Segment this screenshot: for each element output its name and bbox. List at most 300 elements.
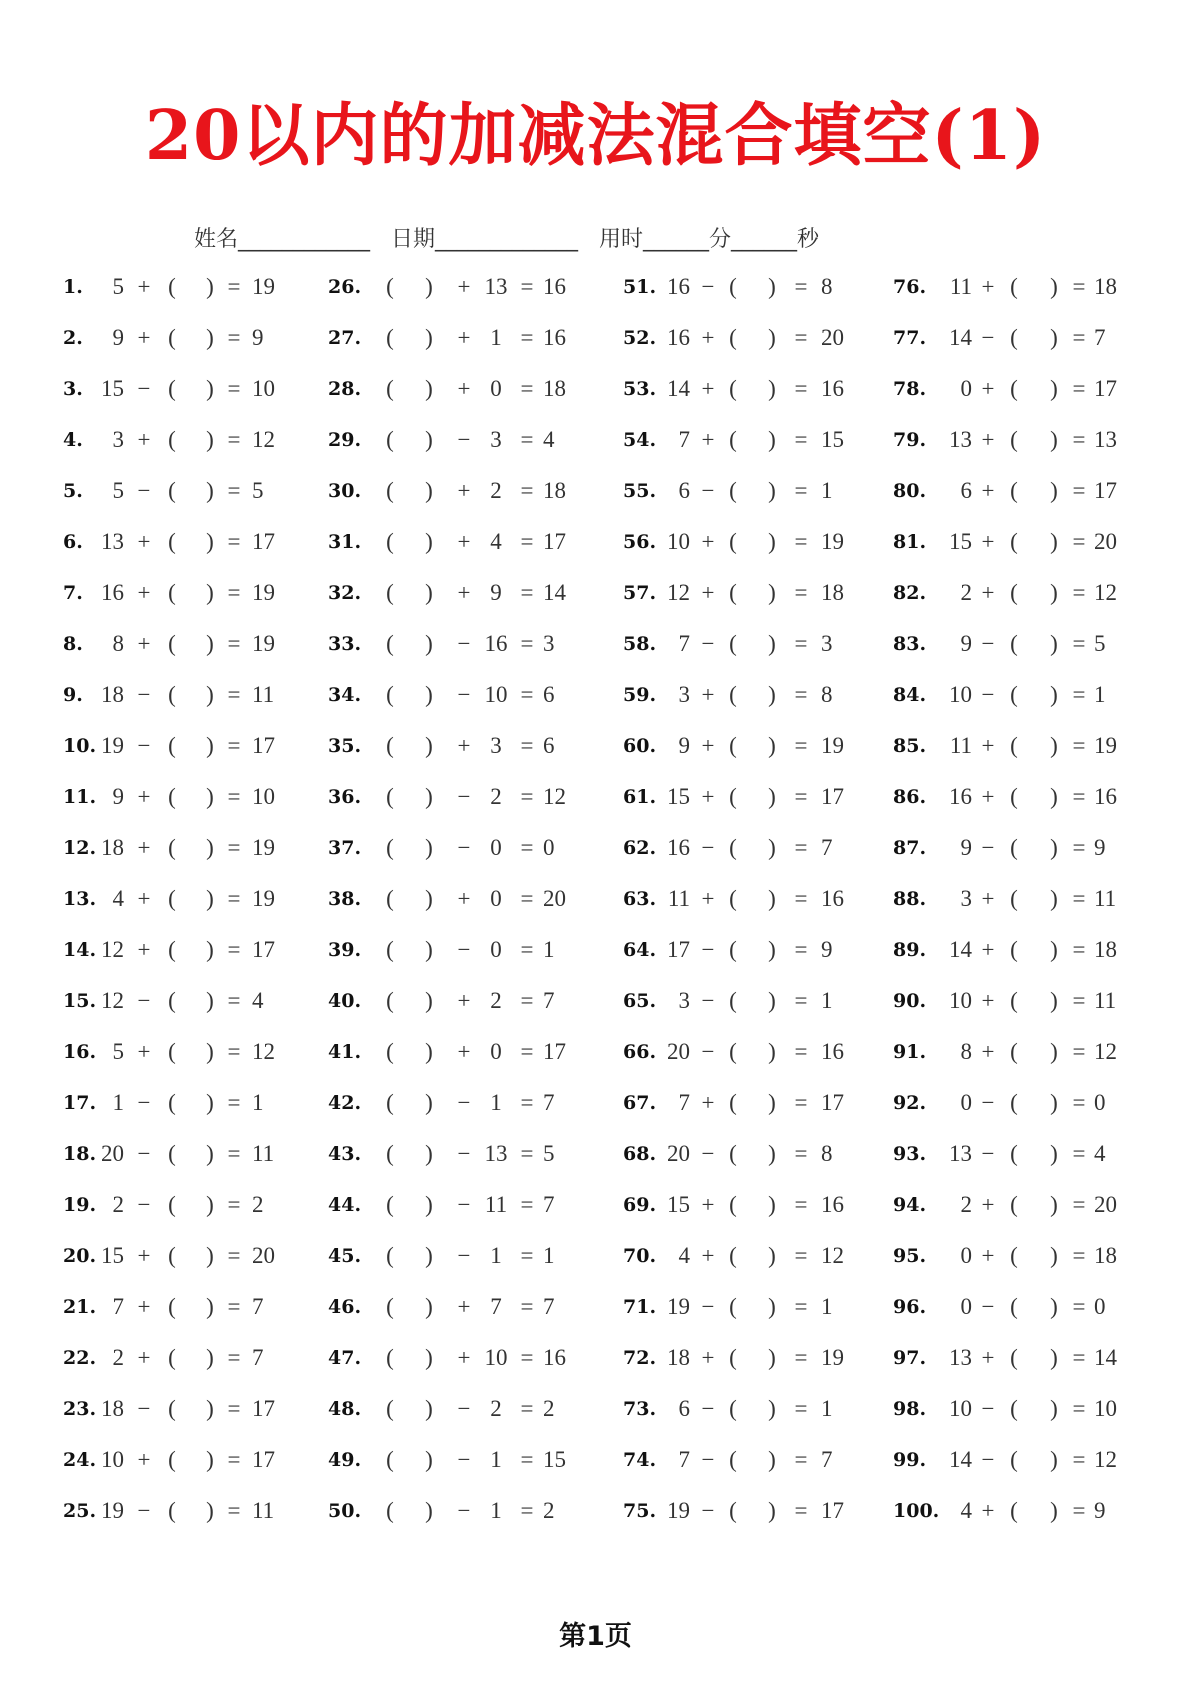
left-paren[interactable]: ( — [168, 682, 176, 707]
result: 1 — [252, 1090, 264, 1115]
left-paren[interactable]: ( — [1010, 376, 1018, 401]
right-paren[interactable]: ) — [425, 1498, 433, 1523]
left-paren[interactable]: ( — [386, 1447, 394, 1472]
right-paren[interactable]: ) — [425, 1396, 433, 1421]
right-paren[interactable]: ) — [425, 1192, 433, 1217]
operator: + — [457, 733, 471, 758]
result: 2 — [543, 1396, 555, 1421]
left-paren[interactable]: ( — [168, 1141, 176, 1166]
problem-row — [0, 731, 1191, 761]
left-paren[interactable]: ( — [729, 1498, 737, 1523]
problem-number: 83. — [893, 633, 927, 655]
left-paren[interactable]: ( — [386, 1039, 394, 1064]
left-paren[interactable]: ( — [729, 631, 737, 656]
operator: + — [457, 1345, 471, 1370]
left-paren[interactable]: ( — [729, 325, 737, 350]
operator: − — [981, 1294, 995, 1319]
right-paren[interactable]: ) — [425, 835, 433, 860]
operator: + — [137, 427, 151, 452]
left-paren[interactable]: ( — [168, 1294, 176, 1319]
right-paren[interactable]: ) — [1050, 1141, 1058, 1166]
operator: − — [457, 835, 471, 860]
right-paren[interactable]: ) — [206, 1396, 214, 1421]
right-paren[interactable]: ) — [425, 988, 433, 1013]
operand: 14 — [667, 376, 690, 401]
left-paren[interactable]: ( — [386, 274, 394, 299]
left-paren[interactable]: ( — [168, 1039, 176, 1064]
left-paren[interactable]: ( — [729, 784, 737, 809]
right-paren[interactable]: ) — [768, 784, 776, 809]
right-paren[interactable]: ) — [1050, 784, 1058, 809]
left-paren[interactable]: ( — [168, 1243, 176, 1268]
result: 16 — [821, 1039, 844, 1064]
operand: 10 — [949, 1396, 972, 1421]
right-paren[interactable]: ) — [206, 682, 214, 707]
right-paren[interactable]: ) — [206, 1192, 214, 1217]
right-paren[interactable]: ) — [1050, 886, 1058, 911]
left-paren[interactable]: ( — [168, 988, 176, 1013]
result: 17 — [821, 1498, 844, 1523]
right-paren[interactable]: ) — [425, 325, 433, 350]
left-paren[interactable]: ( — [729, 1090, 737, 1115]
left-paren[interactable]: ( — [386, 427, 394, 452]
problem-number: 43. — [328, 1143, 362, 1165]
left-paren[interactable]: ( — [729, 1447, 737, 1472]
right-paren[interactable]: ) — [206, 376, 214, 401]
left-paren[interactable]: ( — [1010, 784, 1018, 809]
left-paren[interactable]: ( — [1010, 1243, 1018, 1268]
right-paren[interactable]: ) — [425, 682, 433, 707]
left-paren[interactable]: ( — [1010, 988, 1018, 1013]
operand: 13 — [949, 1141, 972, 1166]
left-paren[interactable]: ( — [729, 529, 737, 554]
right-paren[interactable]: ) — [768, 1243, 776, 1268]
left-paren[interactable]: ( — [386, 1396, 394, 1421]
left-paren[interactable]: ( — [386, 1243, 394, 1268]
equals-sign: = — [1072, 325, 1086, 350]
left-paren[interactable]: ( — [1010, 1396, 1018, 1421]
right-paren[interactable]: ) — [206, 784, 214, 809]
right-paren[interactable]: ) — [425, 274, 433, 299]
right-paren[interactable]: ) — [425, 886, 433, 911]
right-paren[interactable]: ) — [425, 376, 433, 401]
left-paren[interactable]: ( — [729, 1294, 737, 1319]
equals-sign: = — [520, 886, 534, 911]
left-paren[interactable]: ( — [1010, 886, 1018, 911]
right-paren[interactable]: ) — [206, 580, 214, 605]
operator: − — [701, 274, 715, 299]
problem-number: 45. — [328, 1245, 362, 1267]
operand: 11 — [484, 1192, 508, 1217]
left-paren[interactable]: ( — [168, 1345, 176, 1370]
problem-number: 100. — [893, 1500, 940, 1522]
left-paren[interactable]: ( — [386, 1294, 394, 1319]
problem-row — [0, 425, 1191, 455]
left-paren[interactable]: ( — [729, 835, 737, 860]
right-paren[interactable]: ) — [425, 784, 433, 809]
operator: − — [457, 1396, 471, 1421]
result: 19 — [252, 631, 275, 656]
operand: 2 — [112, 1192, 124, 1217]
problem-number: 80. — [893, 480, 927, 502]
problem-number: 17. — [63, 1092, 97, 1114]
right-paren[interactable]: ) — [206, 1447, 214, 1472]
operator: + — [457, 1039, 471, 1064]
right-paren[interactable]: ) — [768, 1039, 776, 1064]
operand: 2 — [490, 988, 502, 1013]
operand: 20 — [667, 1039, 690, 1064]
left-paren[interactable]: ( — [168, 376, 176, 401]
right-paren[interactable]: ) — [206, 937, 214, 962]
right-paren[interactable]: ) — [1050, 631, 1058, 656]
left-paren[interactable]: ( — [386, 784, 394, 809]
left-paren[interactable]: ( — [729, 1192, 737, 1217]
left-paren[interactable]: ( — [1010, 325, 1018, 350]
equals-sign: = — [520, 1396, 534, 1421]
left-paren[interactable]: ( — [729, 1345, 737, 1370]
problem-number: 4. — [63, 429, 83, 451]
page-title: 20以内的加减法混合填空(1) — [144, 96, 1047, 176]
left-paren[interactable]: ( — [168, 580, 176, 605]
operand: 10 — [949, 988, 972, 1013]
right-paren[interactable]: ) — [425, 631, 433, 656]
right-paren[interactable]: ) — [768, 988, 776, 1013]
right-paren[interactable]: ) — [425, 1039, 433, 1064]
right-paren[interactable]: ) — [768, 1294, 776, 1319]
right-paren[interactable]: ) — [1050, 1345, 1058, 1370]
right-paren[interactable]: ) — [206, 1498, 214, 1523]
operand: 16 — [949, 784, 972, 809]
left-paren[interactable]: ( — [386, 886, 394, 911]
problem-number: 50. — [328, 1500, 362, 1522]
operator: − — [457, 784, 471, 809]
operator: − — [701, 937, 715, 962]
result: 16 — [821, 1192, 844, 1217]
right-paren[interactable]: ) — [206, 529, 214, 554]
left-paren[interactable]: ( — [168, 529, 176, 554]
operand: 7 — [678, 1090, 690, 1115]
left-paren[interactable]: ( — [168, 937, 176, 962]
right-paren[interactable]: ) — [1050, 427, 1058, 452]
name-blank[interactable]: ____________ — [238, 227, 371, 252]
result: 17 — [252, 733, 275, 758]
equals-sign: = — [794, 733, 808, 758]
right-paren[interactable]: ) — [768, 529, 776, 554]
left-paren[interactable]: ( — [168, 1396, 176, 1421]
right-paren[interactable]: ) — [425, 1141, 433, 1166]
left-paren[interactable]: ( — [729, 478, 737, 503]
problem-number: 39. — [328, 939, 362, 961]
right-paren[interactable]: ) — [206, 1141, 214, 1166]
problem-number: 48. — [328, 1398, 362, 1420]
right-paren[interactable]: ) — [425, 1345, 433, 1370]
right-paren[interactable]: ) — [1050, 529, 1058, 554]
right-paren[interactable]: ) — [425, 478, 433, 503]
left-paren[interactable]: ( — [386, 478, 394, 503]
operand: 7 — [678, 631, 690, 656]
right-paren[interactable]: ) — [1050, 988, 1058, 1013]
equals-sign: = — [1072, 1090, 1086, 1115]
operator: + — [981, 1039, 995, 1064]
operator: − — [701, 478, 715, 503]
left-paren[interactable]: ( — [1010, 1498, 1018, 1523]
right-paren[interactable]: ) — [1050, 580, 1058, 605]
left-paren[interactable]: ( — [1010, 580, 1018, 605]
right-paren[interactable]: ) — [1050, 274, 1058, 299]
operand: 13 — [949, 1345, 972, 1370]
seconds-blank[interactable]: ______ — [731, 227, 798, 252]
left-paren[interactable]: ( — [1010, 1039, 1018, 1064]
left-paren[interactable]: ( — [168, 274, 176, 299]
right-paren[interactable]: ) — [425, 580, 433, 605]
left-paren[interactable]: ( — [729, 988, 737, 1013]
right-paren[interactable]: ) — [425, 1243, 433, 1268]
right-paren[interactable]: ) — [768, 580, 776, 605]
operator: + — [981, 580, 995, 605]
right-paren[interactable]: ) — [1050, 376, 1058, 401]
right-paren[interactable]: ) — [1050, 1039, 1058, 1064]
left-paren[interactable]: ( — [168, 325, 176, 350]
result: 18 — [821, 580, 844, 605]
left-paren[interactable]: ( — [1010, 1294, 1018, 1319]
right-paren[interactable]: ) — [206, 1345, 214, 1370]
right-paren[interactable]: ) — [768, 1498, 776, 1523]
problem-row — [0, 833, 1191, 863]
left-paren[interactable]: ( — [1010, 1192, 1018, 1217]
left-paren[interactable]: ( — [729, 886, 737, 911]
result: 6 — [543, 682, 555, 707]
right-paren[interactable]: ) — [1050, 1498, 1058, 1523]
left-paren[interactable]: ( — [168, 835, 176, 860]
left-paren[interactable]: ( — [1010, 733, 1018, 758]
right-paren[interactable]: ) — [206, 631, 214, 656]
operator: + — [137, 529, 151, 554]
left-paren[interactable]: ( — [168, 733, 176, 758]
left-paren[interactable]: ( — [1010, 835, 1018, 860]
left-paren[interactable]: ( — [386, 682, 394, 707]
right-paren[interactable]: ) — [768, 1396, 776, 1421]
right-paren[interactable]: ) — [768, 682, 776, 707]
result: 5 — [252, 478, 264, 503]
left-paren[interactable]: ( — [1010, 478, 1018, 503]
right-paren[interactable]: ) — [206, 1294, 214, 1319]
right-paren[interactable]: ) — [768, 733, 776, 758]
left-paren[interactable]: ( — [729, 1039, 737, 1064]
right-paren[interactable]: ) — [206, 733, 214, 758]
right-paren[interactable]: ) — [206, 274, 214, 299]
operator: − — [981, 682, 995, 707]
left-paren[interactable]: ( — [729, 274, 737, 299]
left-paren[interactable]: ( — [386, 1345, 394, 1370]
right-paren[interactable]: ) — [1050, 1294, 1058, 1319]
left-paren[interactable]: ( — [386, 988, 394, 1013]
result: 20 — [1094, 529, 1117, 554]
left-paren[interactable]: ( — [386, 631, 394, 656]
right-paren[interactable]: ) — [206, 1039, 214, 1064]
left-paren[interactable]: ( — [168, 427, 176, 452]
right-paren[interactable]: ) — [768, 1345, 776, 1370]
right-paren[interactable]: ) — [768, 937, 776, 962]
left-paren[interactable]: ( — [1010, 274, 1018, 299]
operand: 2 — [960, 1192, 972, 1217]
right-paren[interactable]: ) — [768, 1192, 776, 1217]
time-label: 用时 — [599, 227, 644, 252]
result: 7 — [1094, 325, 1106, 350]
equals-sign: = — [227, 427, 241, 452]
operator: + — [457, 376, 471, 401]
left-paren[interactable]: ( — [1010, 937, 1018, 962]
left-paren[interactable]: ( — [168, 478, 176, 503]
left-paren[interactable]: ( — [729, 937, 737, 962]
right-paren[interactable]: ) — [1050, 835, 1058, 860]
right-paren[interactable]: ) — [425, 733, 433, 758]
right-paren[interactable]: ) — [768, 1090, 776, 1115]
left-paren[interactable]: ( — [168, 1498, 176, 1523]
left-paren[interactable]: ( — [386, 529, 394, 554]
equals-sign: = — [520, 427, 534, 452]
problem-row — [0, 782, 1191, 812]
right-paren[interactable]: ) — [1050, 1243, 1058, 1268]
left-paren[interactable]: ( — [729, 682, 737, 707]
left-paren[interactable]: ( — [1010, 682, 1018, 707]
left-paren[interactable]: ( — [1010, 1090, 1018, 1115]
right-paren[interactable]: ) — [1050, 733, 1058, 758]
left-paren[interactable]: ( — [386, 937, 394, 962]
left-paren[interactable]: ( — [168, 631, 176, 656]
left-paren[interactable]: ( — [1010, 1345, 1018, 1370]
problem-number: 84. — [893, 684, 927, 706]
left-paren[interactable]: ( — [1010, 1447, 1018, 1472]
left-paren[interactable]: ( — [1010, 1141, 1018, 1166]
operand: 19 — [667, 1294, 690, 1319]
left-paren[interactable]: ( — [1010, 631, 1018, 656]
problem-number: 3. — [63, 378, 83, 400]
left-paren[interactable]: ( — [386, 1141, 394, 1166]
left-paren[interactable]: ( — [168, 1192, 176, 1217]
operator: + — [981, 274, 995, 299]
right-paren[interactable]: ) — [1050, 937, 1058, 962]
left-paren[interactable]: ( — [729, 580, 737, 605]
right-paren[interactable]: ) — [768, 835, 776, 860]
right-paren[interactable]: ) — [1050, 1090, 1058, 1115]
right-paren[interactable]: ) — [768, 274, 776, 299]
equals-sign: = — [794, 1090, 808, 1115]
left-paren[interactable]: ( — [386, 835, 394, 860]
right-paren[interactable]: ) — [768, 427, 776, 452]
operand: 20 — [667, 1141, 690, 1166]
right-paren[interactable]: ) — [1050, 325, 1058, 350]
left-paren[interactable]: ( — [729, 733, 737, 758]
operand: 1 — [490, 1447, 502, 1472]
left-paren[interactable]: ( — [386, 1498, 394, 1523]
right-paren[interactable]: ) — [768, 478, 776, 503]
result: 14 — [1094, 1345, 1117, 1370]
right-paren[interactable]: ) — [206, 886, 214, 911]
date-blank[interactable]: _____________ — [435, 227, 579, 252]
problem-row — [0, 935, 1191, 965]
left-paren[interactable]: ( — [386, 1192, 394, 1217]
right-paren[interactable]: ) — [768, 631, 776, 656]
operator: − — [137, 682, 151, 707]
left-paren[interactable]: ( — [386, 733, 394, 758]
left-paren[interactable]: ( — [386, 1090, 394, 1115]
operand: 2 — [490, 784, 502, 809]
left-paren[interactable]: ( — [729, 427, 737, 452]
right-paren[interactable]: ) — [1050, 1447, 1058, 1472]
operator: + — [457, 1294, 471, 1319]
operator: − — [701, 1294, 715, 1319]
left-paren[interactable]: ( — [386, 376, 394, 401]
operator: + — [137, 835, 151, 860]
right-paren[interactable]: ) — [206, 427, 214, 452]
result: 17 — [252, 1396, 275, 1421]
right-paren[interactable]: ) — [425, 529, 433, 554]
operator: + — [137, 1294, 151, 1319]
left-paren[interactable]: ( — [168, 1090, 176, 1115]
minutes-blank[interactable]: ______ — [643, 227, 710, 252]
result: 12 — [1094, 1039, 1117, 1064]
equals-sign: = — [227, 1294, 241, 1319]
left-paren[interactable]: ( — [1010, 529, 1018, 554]
left-paren[interactable]: ( — [386, 580, 394, 605]
right-paren[interactable]: ) — [1050, 1192, 1058, 1217]
result: 1 — [821, 478, 833, 503]
problem-number: 6. — [63, 531, 83, 553]
operand: 18 — [667, 1345, 690, 1370]
right-paren[interactable]: ) — [425, 427, 433, 452]
operand: 19 — [101, 1498, 124, 1523]
equals-sign: = — [794, 784, 808, 809]
right-paren[interactable]: ) — [206, 325, 214, 350]
left-paren[interactable]: ( — [168, 886, 176, 911]
operand: 16 — [667, 835, 690, 860]
right-paren[interactable]: ) — [768, 376, 776, 401]
right-paren[interactable]: ) — [768, 325, 776, 350]
right-paren[interactable]: ) — [768, 1141, 776, 1166]
operator: − — [701, 1141, 715, 1166]
operator: − — [457, 937, 471, 962]
right-paren[interactable]: ) — [206, 478, 214, 503]
right-paren[interactable]: ) — [1050, 1396, 1058, 1421]
left-paren[interactable]: ( — [168, 784, 176, 809]
left-paren[interactable]: ( — [729, 1141, 737, 1166]
right-paren[interactable]: ) — [768, 1447, 776, 1472]
left-paren[interactable]: ( — [1010, 427, 1018, 452]
right-paren[interactable]: ) — [206, 1090, 214, 1115]
right-paren[interactable]: ) — [425, 1090, 433, 1115]
left-paren[interactable]: ( — [386, 325, 394, 350]
left-paren[interactable]: ( — [729, 1243, 737, 1268]
right-paren[interactable]: ) — [425, 937, 433, 962]
right-paren[interactable]: ) — [206, 835, 214, 860]
right-paren[interactable]: ) — [425, 1294, 433, 1319]
right-paren[interactable]: ) — [206, 1243, 214, 1268]
equals-sign: = — [1072, 529, 1086, 554]
right-paren[interactable]: ) — [206, 988, 214, 1013]
left-paren[interactable]: ( — [729, 376, 737, 401]
right-paren[interactable]: ) — [425, 1447, 433, 1472]
operator: + — [701, 529, 715, 554]
operand: 0 — [960, 1294, 972, 1319]
right-paren[interactable]: ) — [1050, 682, 1058, 707]
right-paren[interactable]: ) — [1050, 478, 1058, 503]
operand: 15 — [949, 529, 972, 554]
left-paren[interactable]: ( — [168, 1447, 176, 1472]
right-paren[interactable]: ) — [768, 886, 776, 911]
left-paren[interactable]: ( — [729, 1396, 737, 1421]
result: 15 — [821, 427, 844, 452]
operator: + — [457, 580, 471, 605]
